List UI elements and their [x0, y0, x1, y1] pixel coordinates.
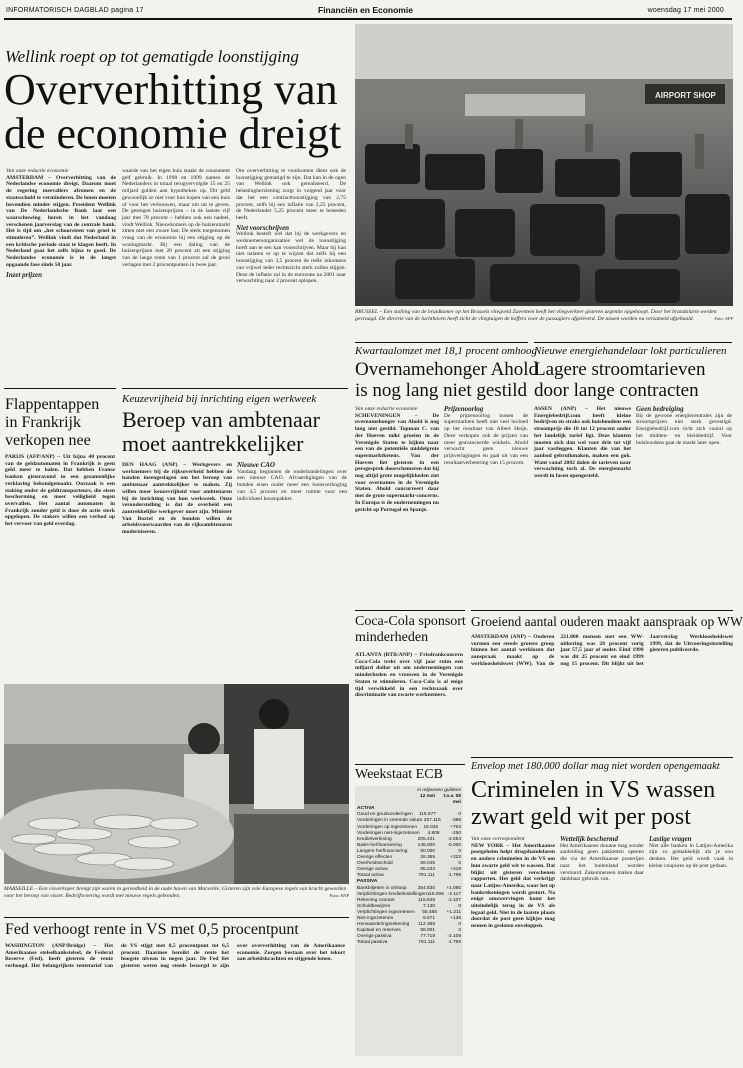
airport-photo	[355, 24, 733, 306]
ecb-row-value: 7.130	[422, 903, 435, 909]
ambtenaar-headline-1: Beroep van ambtenaar	[122, 407, 320, 432]
ecb-row-label: Basis-herfinanciering	[357, 842, 402, 848]
divider	[534, 342, 732, 343]
ambtenaar-subhead: Nieuwe CAO	[237, 461, 275, 469]
flappen-body: PARIJS (AFP/ANP) – Uit bijna 40 procent van de geldautomaten in Frankrijk is geen geld meer te halen. Dat hebben Franse banken gisteravond in een gezamenlijke verklaring bekendgemaakt. Oorzaak is een staking onder de geldtransporteurs, die eisen bescherming en meer veiligheid tegen overvallen. Het aantal automaten in Frankrijk zonder geld is door de actie sterk opgelopen. De stakers willen een verbod op het vervoer van geld overdag.	[5, 454, 115, 528]
flappen-text	[5, 454, 115, 679]
lead-column-1	[6, 168, 116, 378]
ecb-row-label: Bankbiljetten in omloop	[357, 885, 407, 891]
ecb-row-value: 16.035	[423, 824, 439, 830]
ahold-text-2: De prijzenoorlog tussen de supermarkten heeft niet veel invloed op het resultaat van Albert Heijn. Deze verkopen ook de prijzen van meer geavanceerde winkels. Ahold verwacht geen nieuwe prijsverlagingen en gaat uit van een resultaatverbetering van 15 procent.	[444, 412, 528, 466]
ecb-row-label: Totaal activa	[357, 873, 384, 879]
ecb-row-change: +322	[450, 855, 461, 861]
divider	[355, 342, 528, 343]
folio-section: Financiën en Economie	[318, 5, 413, 15]
ambtenaar-headline-2: moet aantrekkelijker	[122, 431, 304, 456]
ambtenaar-kicker: Keuzevrijheid bij inrichting eigen werkweek	[122, 393, 317, 405]
vs-col-2	[560, 836, 644, 1061]
ecb-col-2: t.o.v. 05 mei	[443, 794, 461, 806]
vs-kicker: Envelop met 180.000 dollar mag niet worden opengemaakt	[471, 761, 720, 772]
fish-caption	[4, 886, 349, 914]
ecb-row	[357, 940, 461, 946]
lead-text-2: waarde van het eigen huis staakt de consument gelf gebruik. In 1998 en 1999 namen de Nederlanders in totaal terugvervolgde 15 en 25 miljard gulden aan hypotheken op. Dit geld gewoonlijk ze niet voor hun kopen van een huis of voor het verbouwen, maar om uit te geven. De gestegen huizenprijzen – in de laatste vijf jaar met 78 procent – hebben ook een nadeel, vindt Wellink. Nieuwkomers op de huizenmarkt zitten met een zware last. De sterk toegenomen vraag van de economie bij een stijging op de woningmarkt. Bij een daling van de huizenprijzen met 20 procent zit een stijging van de lange rente van 1 procent zal de groei verlagen met 2 procentpunten in twee jaar.	[122, 168, 230, 268]
ecb-row-label: Kapitaal en reserves	[357, 928, 401, 934]
vs-col-1	[471, 836, 555, 1061]
ecb-row-change: 0	[458, 903, 461, 909]
vs-headline-2: zwart geld wit per post	[471, 804, 691, 830]
energie-text-2: Bij de gewone energiecentrales zijn de stroomprijzen niet sterk gevestigd. Energiebedrijf.com richt zich vooral op het midden- en kleinbedrijf. Voor huishoudens gaat de markt later open.	[636, 412, 732, 446]
ecb-row-change: 0	[458, 928, 461, 934]
ahold-subhead: Prijzenoorlog	[444, 405, 484, 413]
ecb-row-label: Overige activa	[357, 867, 388, 873]
ecb-row-label: Vorderingen op ingezetenen	[357, 824, 418, 830]
ecb-row-value: 77.718	[420, 934, 435, 940]
ecb-row-label: Vorderingen niet-ingezetenen	[357, 830, 420, 836]
lead-headline-1: Oververhitting van	[4, 65, 338, 114]
lead-subhead-1: Inzet prijzen	[6, 270, 42, 279]
ecb-row-change: -2.117	[447, 891, 461, 897]
ecb-row-value: 115.848	[418, 897, 435, 903]
ecb-row-value: 9.571	[422, 915, 435, 921]
divider	[355, 764, 465, 765]
airport-caption	[355, 309, 733, 339]
coca-text	[355, 652, 463, 756]
airport-caption-text: BRUSSEL – Een stalling van de bruidkamer op het Brussels vliegveld Zaventem heeft het vliegverkeer gisteren urgentie opgehoopt. Door het brandalarm werden gevraagd. De directie van de luchthaven heeft zicht de vliegtuigen de koffers voor de passagiers afgeleverd. De tassen worden nu verzameld afgehaald.	[355, 309, 717, 322]
vs-byline: Van onze correspondent	[471, 836, 525, 842]
ecb-table	[355, 786, 463, 1056]
ecb-row-change: -5.000	[447, 842, 461, 848]
fish-photo	[4, 684, 349, 884]
lead-headline-2: de economie dreigt	[4, 109, 342, 158]
energie-col-1	[534, 406, 631, 604]
energie-kicker: Nieuwe energiehandelaar lokt particulieren	[534, 345, 727, 357]
folio-date: woensdag 17 mei 2000	[647, 7, 724, 14]
divider	[4, 917, 349, 918]
vs-col-3	[649, 836, 733, 1061]
ecb-row-value: 791.111	[418, 940, 435, 946]
ecb-row-value: 116.005	[426, 891, 444, 897]
lead-kicker: Wellink roept op tot gematigde loonstijging	[5, 47, 299, 66]
ecb-row-label: Goud en goudvorderingen	[357, 812, 413, 818]
divider	[122, 388, 348, 389]
ecb-row-value: 354.830	[417, 885, 435, 891]
coca-body: ATLANTA (RTR/ANP) – Frisdrankconcern Coca-Cola trekt over vijf jaar ruim een miljard dollar uit om ondernemingen van minderheden en vrouwen in de Verenigde Staten te stimuleren. Coca-Cola is al enige tijd verwikkeld in een rechtszaak over discriminatie van zwarte werknemers.	[355, 652, 463, 699]
ecb-row-label: PASSIVA	[357, 879, 378, 885]
fed-text	[5, 943, 345, 1063]
vs-headline-1: Criminelen in VS wassen	[471, 777, 716, 803]
ecb-unit: in miljoenen guldens	[417, 788, 461, 793]
lead-byline: Van onze redactie economie	[6, 168, 69, 174]
lead-text-1: AMSTERDAM – Oververhitting van de Nederlandse economie dreigt. Daarom moet de regering meevallers afromen en de staatsschuld te verminderen. De lonen moeten bovendien minder stijgen. President Wellink van De Nederlandsche Bank laat een waarschuwing horen in het vandaag verschenen jaarverslag van de centrale bank. Het is tijd om „het schoorsteen van groei te stimuleren”. Wellink vindt dat Nederland in een kritische periode staat te klagen heeft. In Nederland gaat het zelfs bijna te goed. De Nederlandse economie is in de langst opgaande fase sinds 50 jaar.	[6, 174, 116, 268]
ecb-row-value: 205.431	[417, 836, 435, 842]
ecb-row-value: 116.677	[418, 812, 436, 818]
ecb-row-change: +318	[450, 867, 461, 873]
lead-text-3b: Wellink besteft wel dat hij de werkgevers en werknemersorganisaties wel de loonstijging hoeft aan te sen kan voorschrijven. Maar hij kan niet nalaten er op te wijzen dat zelfs bij een loonstijging van 3,5 procent de reële inkomens van vrijwel ieder rechtszicht sterk zullen stijgen. Deze de inflatie zal in de eurozone na 2001 naar verwachting naar 2 procent oplopen.	[236, 231, 346, 285]
fish-caption-text: MARSEILLE – Een visverkoper brengt zijn waren in gereedheid in de oude haven van Marseille. Gisteren zijn vele Europese regels van kracht geworden voor het beroep van visser. Bedrijfsvoering wordt met nieuwe regels gebonden.	[4, 886, 347, 899]
lead-column-3	[236, 168, 346, 378]
divider	[471, 757, 733, 758]
ecb-row-label: ACTIVA	[357, 806, 375, 812]
ecb-row-change: 0	[458, 861, 461, 867]
airport-sign: AIRPORT SHOP	[655, 91, 716, 100]
folio-rule	[4, 18, 732, 20]
divider	[471, 610, 733, 611]
ecb-row-change: +136	[450, 915, 461, 921]
ecb-row-change: 0	[458, 922, 461, 928]
ecb-row-change: 0	[458, 848, 461, 854]
ww-headline: Groeiend aantal ouderen maakt aanspraak op WW	[471, 614, 743, 629]
ecb-row-change: +1.211	[446, 909, 461, 915]
ecb-row-label: Overige passiva	[357, 934, 392, 940]
ecb-row-label: Schuldbewijzen	[357, 903, 391, 909]
divider	[4, 388, 116, 389]
ambtenaar-text: DEN HAAG (ANP) – Werkgevers en werknemers bij de rijksoverheid hebben de handen ineengeslagen om het beroep van ambtenaar aantrekkelijker te maken. Zij willen meer keuzevrijheid voor ambtenaren bij de inrichting van hun werkweek. Onze veronderstelling is dat de overheid een aantrekkelijke werkgever moet zijn. Minister Van Boxtel en de bonden willen de arbeidsvoorwaarden van de rijksambtenaren moderniseren.	[122, 462, 232, 536]
fish-credit: Foto: ANP	[329, 892, 349, 898]
ahold-col-1	[355, 406, 439, 604]
ww-text	[471, 634, 733, 752]
ecb-row-value: 60.000	[420, 848, 435, 854]
ahold-headline-1: Overnamehonger Ahold	[355, 359, 539, 380]
ecb-row-value: 4.808	[427, 830, 440, 836]
ambtenaar-col-1	[122, 462, 232, 680]
ecb-row-change: -398	[451, 818, 461, 824]
energie-headline-2: door lange contracten	[534, 380, 699, 401]
ecb-row-label: Overige effecten	[357, 855, 393, 861]
ahold-byline: Van onze redactie economie	[355, 406, 418, 412]
ahold-text: SCHEVENINGEN – De overnamehonger van Ahold is nog lang niet gestild. Topman C. van der Hoeven mikt groeien in de Verenigde Staten te kijken naar een van de potentiële middelgrote supermarktketens. Van der Hoeven liet gisteren in een persgesprek doorschemeren dat hij nog altijd grote mogelijkheden ziet voor overnames in de Verenigde Staten. Ahold concurreert daar met de grote supermarkt-concerns. In Europa is de ondernemingen nu gericht op Portugal en Spanje.	[355, 412, 439, 513]
vs-text-3: Niet alle banken in Latijns-Amerika zijn zo gemakkelijk als je zou denken. Het geld wordt vaak in kleine coupures op de post gedaan.	[649, 842, 733, 869]
ecb-row-value: 85.233	[420, 867, 435, 873]
vs-subhead: Wettelijk beschermd	[560, 835, 618, 843]
ecb-row-change: -2.107	[447, 897, 461, 903]
ahold-col-2	[444, 406, 528, 604]
ecb-headline: Weekstaat ECB	[355, 767, 443, 782]
ecb-row-label: Vorderingen in vreemde valuta	[357, 818, 423, 824]
ecb-row-label: Verplichtingen kredietinstellingen	[357, 891, 427, 897]
flappen-headline: Flappentappen in Frankrijk verkopen nee	[5, 396, 100, 449]
ecb-row-label: Kredietverlening	[357, 836, 392, 842]
coca-headline-1: Coca-Cola sponsort	[355, 614, 466, 629]
coca-headline-2: minderheden	[355, 630, 429, 645]
lead-subhead-2: Niet voorschrijven	[236, 223, 290, 232]
energie-headline-1: Lagere stroomtarieven	[534, 359, 706, 380]
ecb-row-change: 0	[458, 812, 461, 818]
ecb-row-change: -1.799	[447, 873, 461, 879]
ecb-row-label: Herwaarderingsrekening	[357, 922, 410, 928]
ww-body: AMSTERDAM (ANP) – Ouderen vormen een steeds grotere groep binnen het aantal werklozen dat aanspraak maakt op de werkloosheidswet (WW). Van de 221.000 mensen met een WW-uitkering was 28 procent vorig jaar 57,5 jaar of ouder. Eind 1998 was dit 25 procent en eind 1999 nog 15 procent. Dit blijkt uit het Jaarverslag Werkloosheidswet 1999, dat de Uitvoeringsinstelling gisteren publiceerde.	[471, 634, 733, 667]
divider	[355, 610, 465, 611]
ecb-rows	[357, 806, 461, 946]
ecb-row-value: 112.368	[418, 922, 435, 928]
ecb-row-value: 58.001	[420, 928, 435, 934]
ecb-row-value: 257.116	[423, 818, 441, 824]
ecb-row-change: -250	[451, 830, 461, 836]
fed-headline: Fed verhoogt rente in VS met 0,5 procentpunt	[5, 921, 299, 938]
folio-left: INFORMATORISCH DAGBLAD pagina 17	[6, 7, 144, 14]
ecb-row-label: Overheidsschuld	[357, 861, 393, 867]
ecb-row-value: 145.000	[417, 842, 435, 848]
airport-credit: Foto: AFP	[714, 315, 733, 321]
ahold-headline-2: is nog lang niet gestild	[355, 380, 528, 401]
ambtenaar-col-2	[237, 462, 347, 680]
ecb-row-label: Verplichtingen ingezetenen	[357, 909, 415, 915]
ecb-header-row	[357, 794, 461, 806]
lead-column-2	[122, 168, 230, 378]
vs-text-2: Het Amerikaanse douane mag zonder aanleiding geen pakketten openen die via de Amerikaanse posterijen naar het buitenland worden verstuurd. Zakenmensen maken daar dankbaar gebruik van.	[560, 842, 644, 883]
ecb-row-label: Langere herfinanciering	[357, 848, 408, 854]
vs-text: NEW YORK – Het Amerikaanse postgeheim helpt drugshandelaren en andere criminelen in de VS om hun zwarte geld wit te wassen. Dat blijkt uit gisteren verschenen rapporten. Het geld dat verkrijgt naar Latijns-Amerika, waar het op bankrekeningen wordt gestort. Na enige omzwervingen komt het uiteindelijk terug in de VS als legaal geld. Niet in de laatste plaats doordat de post geen kijkjes mag nemen in gesloten enveloppen.	[471, 842, 555, 930]
lead-text-3: Om oververhitting te voorkomen dient ook de loonstijging gematigd te zijn. Dat kan in de ogen van Wellink ook gerealiseerd. De belastingherziening zorgt in volgend jaar voor dat het een contractloonstijging van 2,75 procent, zelfs bij een inflatie van 2,25 procent, de Nederlander 5,25 procent meer te besteden heeft.	[236, 168, 346, 221]
ecb-row-label: Totaal passiva	[357, 940, 388, 946]
ecb-row-change: +1.080	[446, 885, 461, 891]
ecb-col-1: 12 mei	[420, 794, 435, 800]
fed-body: WASHINGTON (ANP/Bridge) – Het Amerikaanse stelselbankstelsel, de Federal Reserve (Fed), heeft gisteren de rente verhoogd. Het belangrijkste rentetarief van de VS stijgt met 0,5 procentpunt tot 6,5 procent. Daarmee bereikt de rente het hoogste niveau in negen jaar. De Fed liet gisteren weten nog steeds bezorgd te zijn over oververhitting van de Amerikaanse economie. Zorgen bestaan over het tekort aan arbeidskrachten en stijgende lonen.	[5, 943, 345, 970]
ecb-row-change: -1.799	[447, 940, 461, 946]
ahold-kicker: Kwartaalomzet met 18,1 procent omhoog	[355, 345, 537, 357]
energie-subhead: Geen bedreiging	[636, 405, 684, 413]
vs-subhead-2: Lastige vragen	[649, 835, 692, 843]
ecb-row-change: -2.109	[447, 934, 461, 940]
ecb-row-value: 55.488	[422, 909, 437, 915]
ecb-row-label: Niet-ingezetenen	[357, 915, 394, 921]
ecb-row-value: 26.355	[420, 855, 435, 861]
ecb-row-label: Rekening courant	[357, 897, 395, 903]
ecb-row-change: +763	[450, 824, 461, 830]
energie-col-2	[636, 406, 732, 604]
ecb-row-value: 59.045	[420, 861, 435, 867]
ambtenaar-text-2: Vandaag begonnen de onderhandelingen over een nieuwe CAO. Afvaardigingen van de bonden eisen onder meer een loonsverhoging van 4,5 procent en meer ruimte voor een individueel keuzepakket.	[237, 468, 347, 502]
ecb-row-value: 791.111	[418, 873, 435, 879]
energie-text: ASSEN (ANP) – Het nieuwe Energiebedrijf.com heeft kleine bedrijven en straks ook huishoudens een stroomprijs die 10 tot 12 procent onder het landelijk tarief ligt. Deze klanten moeten zich dan wel voor drie tot vijf jaar vastleggen. Klanten die van het aanbod gebruikmaken, maken een gok. Want vanaf 2002 dalen de tarieven naar verwachting toch al. De energiemarkt wordt in fasen opengesteld.	[534, 406, 631, 480]
ecb-row-change: -2.554	[447, 836, 461, 842]
